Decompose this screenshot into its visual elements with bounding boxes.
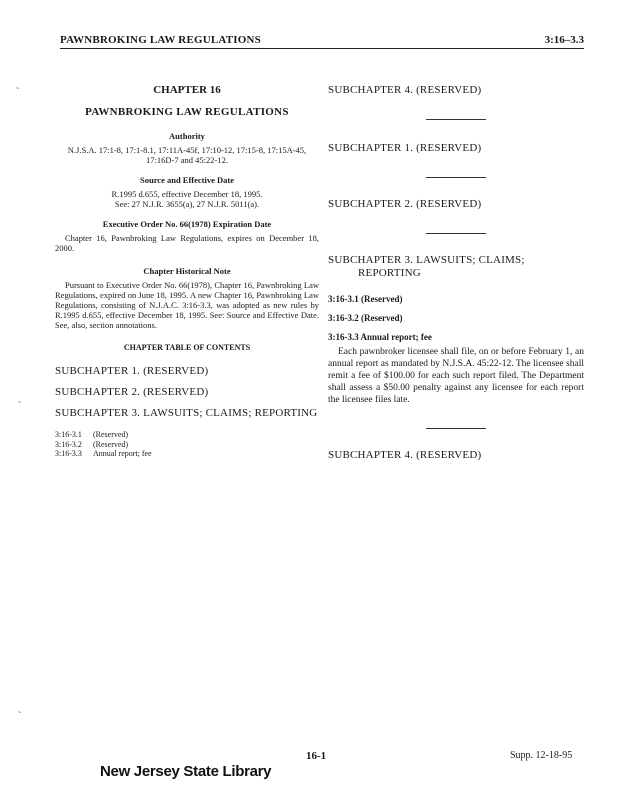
header-section: 3:16–3.3 — [544, 34, 584, 46]
toc-section-title: (Reserved) — [93, 430, 129, 439]
history-label: Chapter Historical Note — [143, 266, 231, 276]
section-3-1-heading: 3:16-3.1 (Reserved) — [328, 294, 403, 304]
chapter-title: PAWNBROKING LAW REGULATIONS — [85, 106, 289, 118]
source-line: R.1995 d.655, effective December 18, 1995. — [111, 189, 263, 199]
scan-mark: ˜ — [18, 710, 21, 720]
section-3-3-body: Each pawnbroker licensee shall file, on or before February 1, an annual report as mandated by N.J.S.A. 45:22-12. The licensee shall remit a fee of $100.00 for each such report filed. The Department shall assess a $50.00 penalty against any licensee for each report the licensee files late. — [328, 347, 584, 405]
executive-order-text: Chapter 16, Pawnbroking Law Regulations, expires on December 18, 2000. — [55, 233, 319, 253]
section-rule — [426, 428, 486, 429]
subchapter-4-heading-top: SUBCHAPTER 4. (RESERVED) — [328, 84, 482, 96]
left-column — [55, 84, 319, 459]
toc-section-number: 3:16-3.3 — [55, 449, 82, 458]
subchapter-2-heading: SUBCHAPTER 2. (RESERVED) — [328, 198, 482, 210]
toc-section-title: (Reserved) — [93, 439, 129, 449]
executive-order-label: Executive Order No. 66(1978) Expiration Date — [102, 219, 272, 229]
library-stamp: New Jersey State Library — [100, 763, 272, 780]
subchapter-3-heading: SUBCHAPTER 3. LAWSUITS; CLAIMS; REPORTING — [328, 254, 525, 279]
section-rule — [426, 119, 486, 120]
section-3-2-heading: 3:16-3.2 (Reserved) — [328, 313, 403, 323]
source-label: Source and Effective Date — [139, 175, 235, 185]
toc-section-row — [55, 440, 319, 450]
chapter-number: CHAPTER 16 — [153, 84, 221, 96]
supplement-date: Supp. 12-18-95 — [510, 750, 573, 761]
authority-text: N.J.S.A. 17:1-8, 17:1-8.1, 17:11A-45f, 17:10-12, 17:15-8, 17:15A-45, 17:16D-7 and 45:22-12. — [67, 145, 307, 165]
toc-section-row — [55, 449, 319, 459]
toc-title: CHAPTER TABLE OF CONTENTS — [123, 343, 251, 352]
source-block — [55, 189, 319, 209]
section-rule — [426, 177, 486, 178]
header-rule — [60, 48, 584, 49]
scan-mark: ˜ — [16, 86, 19, 96]
toc-section-number: 3:16-3.1 — [55, 430, 82, 439]
section-3-3-heading: 3:16-3.3 Annual report; fee — [328, 332, 432, 342]
history-text: Pursuant to Executive Order No. 66(1978), Chapter 16, Pawnbroking Law Regulations, expired on June 18, 1995. A new Chapter 16, Pawnbroking Law Regulations, consisting of N.J.A.C. 3:16-3.3, was adopted as new rules by R.1995 d.655, effective December 18, 1995. See: Source and Effective Date. See, also, section annotations. — [55, 280, 319, 330]
toc-subchapter-2: SUBCHAPTER 2. (RESERVED) — [55, 386, 209, 398]
toc-section-number: 3:16-3.2 — [55, 439, 82, 449]
toc-section-list — [55, 430, 319, 459]
toc-subchapter-3: SUBCHAPTER 3. LAWSUITS; CLAIMS; REPORTING — [55, 407, 318, 419]
running-header — [60, 34, 584, 46]
toc-section-row — [55, 430, 319, 440]
toc-section-title: Annual report; fee — [93, 449, 152, 458]
subchapter-4-heading: SUBCHAPTER 4. (RESERVED) — [328, 449, 482, 461]
scan-mark: ˜ — [18, 400, 21, 410]
authority-label: Authority — [169, 131, 205, 141]
source-line: See: 27 N.J.R. 3655(a), 27 N.J.R. 5011(a). — [114, 199, 260, 209]
header-title: PAWNBROKING LAW REGULATIONS — [60, 34, 261, 46]
subchapter-1-heading: SUBCHAPTER 1. (RESERVED) — [328, 142, 482, 154]
toc-subchapter-1: SUBCHAPTER 1. (RESERVED) — [55, 365, 209, 377]
right-column — [328, 84, 584, 462]
page-number: 16-1 — [306, 750, 327, 762]
section-rule — [426, 233, 486, 234]
